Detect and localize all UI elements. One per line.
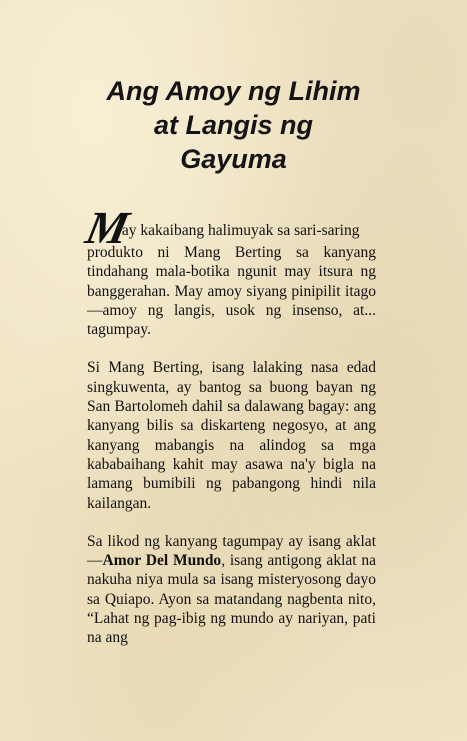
chapter-title (60, 74, 407, 176)
title-line-3: Gayuma (180, 144, 287, 174)
drop-cap: M (81, 202, 128, 253)
paragraph-3-after: , isang antigong aklat na nakuha niya mula sa isang misteryosong dayo sa Quiapo. Ayon sa matandang nagbenta nito, “Lahat ng pag-ibig ng mundo ay nariyan, pati na ang (87, 552, 376, 647)
book-title-amor-del-mundo: Amor Del Mundo (102, 552, 222, 570)
chapter-body (81, 202, 376, 648)
paragraph-3-before: Sa likod ng kanyang tagumpay ay isang aklat— (87, 532, 376, 570)
paragraph-1-first-line (81, 202, 376, 253)
first-line-text: ay kakaibang halimuyak sa sari-saring (121, 222, 360, 239)
paragraph-3 (87, 532, 376, 648)
paragraph-2: Si Mang Berting, isang lalaking nasa edad singkuwenta, ay bantog sa buong bayan ng San Bartolomeh dahil sa dalawang bagay: ang kanyang bilis sa diskarteng negosyo, at ang kanyang mabangis na alindog sa mga kababaihang kahit may asawa na'y bigla na lamang bumibili ng pabangong hindi nila kailangan. (87, 359, 376, 512)
title-line-1: Ang Amoy ng Lihim (106, 76, 361, 106)
title-line-2: at Langis ng (153, 110, 313, 140)
paragraph-1: produkto ni Mang Berting sa kanyang tindahang mala-botika ngunit may itsura ng banggerahan. May amoy siyang pinipilit itago—amoy ng langis, usok ng insenso, at... tagumpay. (87, 244, 376, 339)
